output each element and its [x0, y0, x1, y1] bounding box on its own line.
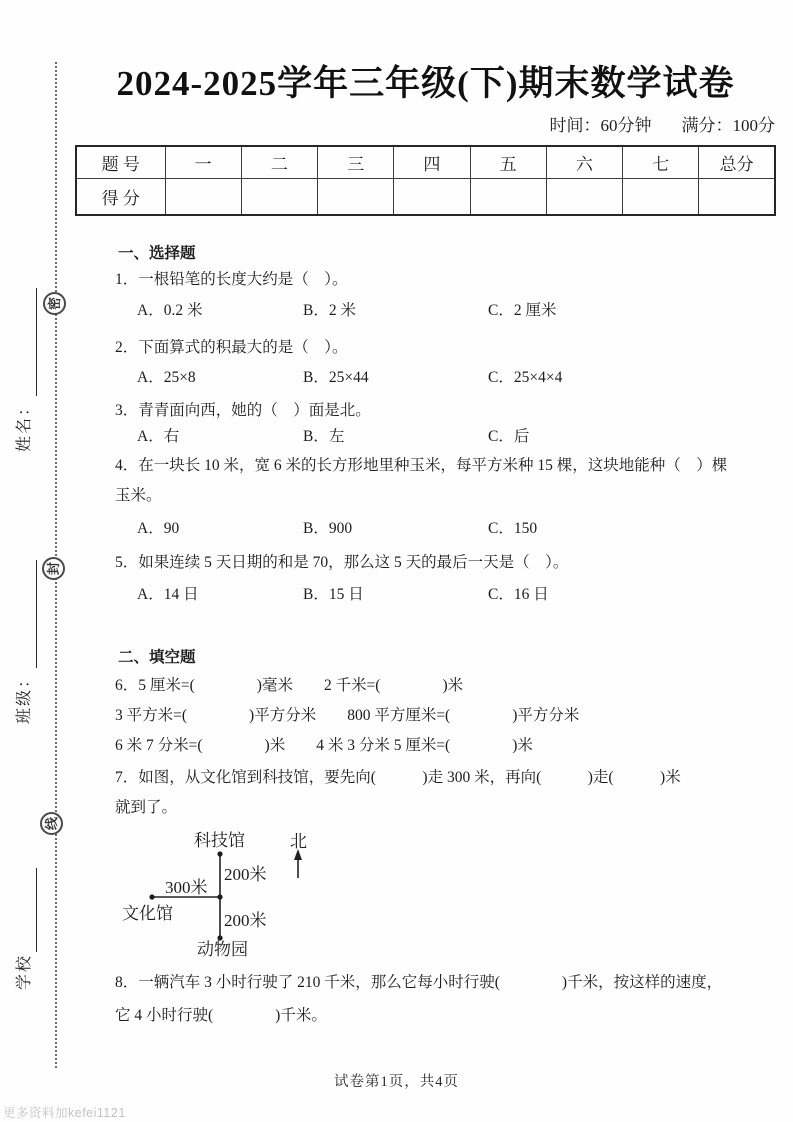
school-field [13, 820, 37, 990]
score-table-header-cell: 七 [623, 146, 699, 178]
diagram-label-zoo: 动物园 [197, 940, 248, 959]
diagram-node-science-museum [217, 851, 222, 856]
question-3-options [137, 427, 757, 447]
score-cell [165, 178, 241, 215]
question-3-text: 3．青青面向西，她的（ ）面是北。 [115, 402, 371, 419]
diagram-label-north-distance: 200米 [224, 865, 267, 884]
diagram-label-culture-center: 文化馆 [122, 904, 173, 923]
name-field [13, 268, 37, 452]
question-1-option-c: C．2 厘米 [488, 302, 557, 319]
section-heading-choice: 一、选择题 [118, 245, 196, 262]
question-1-options [137, 301, 757, 321]
seal-char-xian: 线 [40, 812, 63, 835]
exam-meta [0, 111, 775, 136]
question-7-line2: 就到了。 [115, 799, 178, 816]
score-table-header-cell: 五 [470, 146, 546, 178]
score-cell [699, 178, 775, 215]
page-title: 2024-2025学年三年级(下)期末数学试卷 [116, 64, 735, 103]
name-field-label: 姓名： [16, 397, 33, 452]
school-field-label: 学校 [16, 953, 33, 990]
direction-diagram [110, 820, 350, 965]
question-6-line3: 6 米 7 分米=( )米 4 米 3 分米 5 厘米=( )米 [115, 737, 533, 754]
class-field [13, 540, 37, 724]
question-8-line2: 它 4 小时行驶( )千米。 [115, 1007, 327, 1024]
question-5-options [137, 585, 757, 605]
question-3-option-a: A．右 [137, 428, 180, 445]
question-4-text-line1: 4．在一块长 10 米，宽 6 米的长方形地里种玉米，每平方米种 15 棵，这块地能种（ ）棵 [115, 457, 728, 474]
score-cell [241, 178, 317, 215]
question-8-line1: 8．一辆汽车 3 小时行驶了 210 千米，那么它每小时行驶( )千米，按这样的速度， [115, 974, 723, 991]
score-table [75, 145, 776, 216]
question-4-option-c: C．150 [488, 520, 538, 537]
question-5-option-b: B．15 日 [303, 586, 364, 603]
question-5-option-c: C．16 日 [488, 586, 549, 603]
watermark-text: 更多资料加kefei1121 [3, 1106, 126, 1120]
question-2-options [137, 368, 757, 388]
question-1-option-b: B．2 米 [303, 302, 356, 319]
question-7-line1: 7．如图，从文化馆到科技馆，要先向( )走 300 米，再向( )走( )米 [115, 769, 681, 786]
question-4-text-line2: 玉米。 [115, 487, 162, 504]
diagram-node-culture-center [149, 894, 154, 899]
score-cell [318, 178, 394, 215]
diagram-label-science-museum: 科技馆 [194, 831, 245, 850]
diagram-label-south-distance: 200米 [224, 911, 267, 930]
name-blank-line [20, 288, 37, 396]
school-blank-line [20, 868, 37, 952]
question-2-option-a: A．25×8 [137, 369, 196, 386]
question-4-option-b: B．900 [303, 520, 353, 537]
question-2-text: 2．下面算式的积最大的是（ ）。 [115, 339, 348, 356]
seal-char-feng: 封 [42, 557, 65, 580]
page-footer: 试卷第1页，共4页 [334, 1074, 459, 1090]
score-row-label: 得 分 [76, 178, 165, 215]
question-2-option-b: B．25×44 [303, 369, 369, 386]
score-cell [470, 178, 546, 215]
question-1-text: 1．一根铅笔的长度大约是（ ）。 [115, 271, 348, 288]
score-table-header-row [76, 146, 775, 178]
question-4-options [137, 519, 757, 539]
seal-char-mi: 密 [43, 292, 66, 315]
score-table-header-cell: 四 [394, 146, 470, 178]
score-table-header-cell: 总分 [699, 146, 775, 178]
score-table-header-cell: 三 [318, 146, 394, 178]
score-table-header-cell: 二 [241, 146, 317, 178]
question-5-option-a: A．14 日 [137, 586, 199, 603]
class-field-label: 班级： [16, 669, 33, 724]
question-6-line1: 6．5 厘米=( )毫米 2 千米=( )米 [115, 677, 464, 694]
diagram-label-west-distance: 300米 [165, 878, 208, 897]
section-heading-fill: 二、填空题 [118, 649, 196, 666]
question-6-line2: 3 平方米=( )平方分米 800 平方厘米=( )平方分米 [115, 707, 580, 724]
question-2-option-c: C．25×4×4 [488, 369, 563, 386]
question-3-option-c: C．后 [488, 428, 530, 445]
question-5-text: 5．如果连续 5 天日期的和是 70，那么这 5 天的最后一天是（ ）。 [115, 554, 569, 571]
score-table-header-cell: 一 [165, 146, 241, 178]
class-blank-line [20, 560, 37, 668]
diagram-label-north: 北 [290, 832, 307, 851]
exam-time-label: 时间：60分钟 [549, 116, 652, 135]
score-cell [546, 178, 622, 215]
score-cell [623, 178, 699, 215]
diagram-node-junction [217, 894, 222, 899]
question-4-option-a: A．90 [137, 520, 180, 537]
question-1-option-a: A．0.2 米 [137, 302, 203, 319]
score-table-header-cell: 六 [546, 146, 622, 178]
exam-full-score-label: 满分：100分 [681, 116, 775, 135]
score-cell [394, 178, 470, 215]
score-table-header-cell: 题 号 [76, 146, 165, 178]
score-table-score-row [76, 178, 775, 215]
question-3-option-b: B．左 [303, 428, 345, 445]
